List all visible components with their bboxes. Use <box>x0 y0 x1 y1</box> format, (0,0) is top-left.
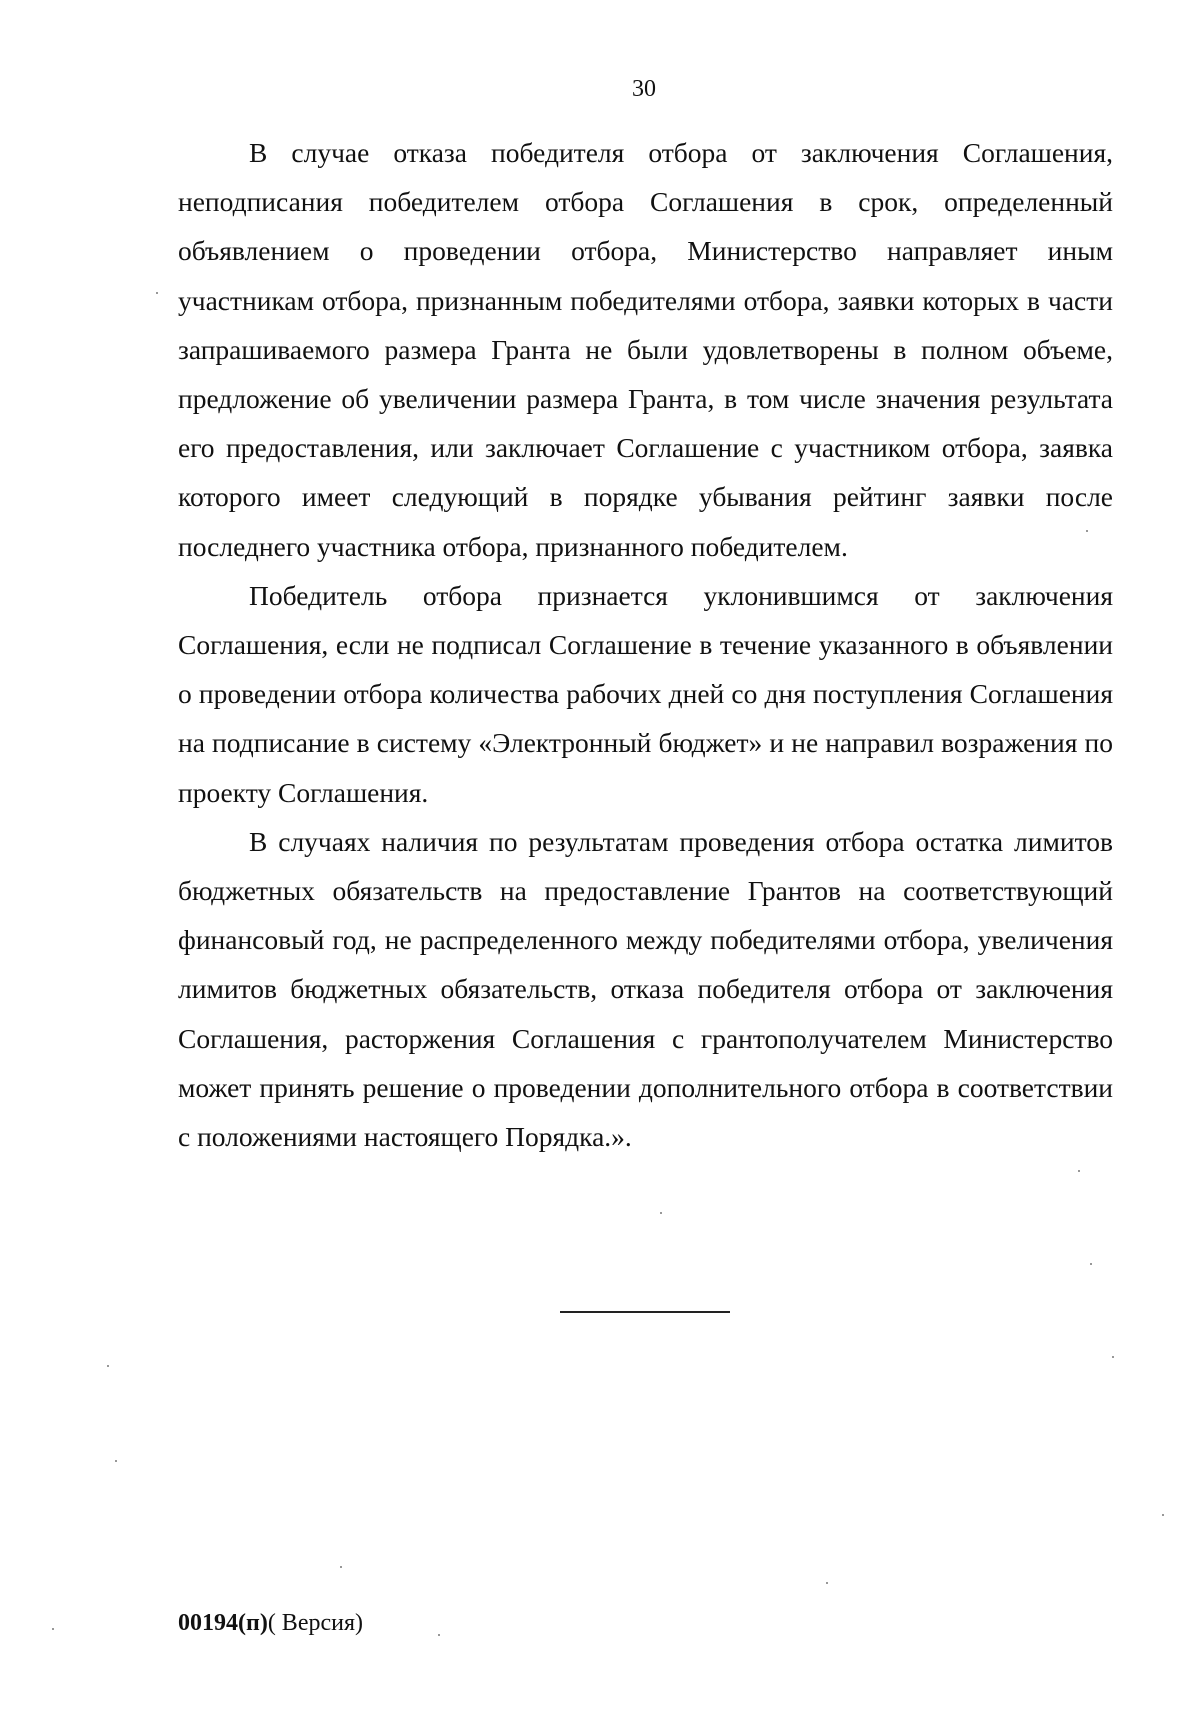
document-body <box>178 128 1113 1161</box>
scan-speck <box>156 292 158 294</box>
scan-speck <box>438 1634 440 1636</box>
scan-speck <box>1078 1170 1080 1172</box>
scan-speck <box>826 1582 828 1584</box>
document-footer <box>178 1608 363 1638</box>
document-code: 00194(п) <box>178 1610 268 1636</box>
scan-speck <box>52 1628 54 1630</box>
scan-speck <box>340 1566 342 1568</box>
paragraph-winner-evasion: Победитель отбора признается уклонившимся от заключения Соглашения, если не подписал Соглашение в течение указанного в объявлении о проведении отбора количества рабочих дней со дня поступления Соглашения на подписание в систему «Электронный бюджет» и не направил возражения по проекту Соглашения. <box>178 579 1113 808</box>
scan-speck <box>1090 1263 1092 1265</box>
scan-speck <box>115 1460 117 1462</box>
paragraph-refusal-of-winner: В случае отказа победителя отбора от заключения Соглашения, неподписания победителем отбора Соглашения в срок, определенный объявлением о проведении отбора, Министерство направляет иным участникам отбора, признанным победителями отбора, заявки которых в части запрашиваемого размера Гранта не были удовлетворены в полном объеме, предложение об увеличении размера Гранта, в том числе значения результата его предоставления, или заключает Соглашение с участником отбора, заявка которого имеет следующий в порядке убывания рейтинг заявки после последнего участника отбора, признанного победителем. <box>178 137 1113 562</box>
paragraph-additional-selection: В случаях наличия по результатам проведения отбора остатка лимитов бюджетных обязательств на предоставление Грантов на соответствующий финансовый год, не распределенного между победителями отбора, увеличения лимитов бюджетных обязательств, отказа победителя отбора от заключения Соглашения, расторжения Соглашения с грантополучателем Министерство может принять решение о проведении дополнительного отбора в соответствии с положениями настоящего Порядка.». <box>178 825 1113 1153</box>
scan-speck <box>660 1212 662 1214</box>
page-number: 30 <box>632 76 656 102</box>
document-version: ( Версия) <box>267 1610 363 1636</box>
scan-speck <box>1086 530 1088 532</box>
scan-speck <box>1112 1356 1114 1358</box>
scan-speck <box>1162 1514 1164 1516</box>
closing-separator-line <box>560 1311 730 1313</box>
scan-speck <box>107 1365 109 1367</box>
